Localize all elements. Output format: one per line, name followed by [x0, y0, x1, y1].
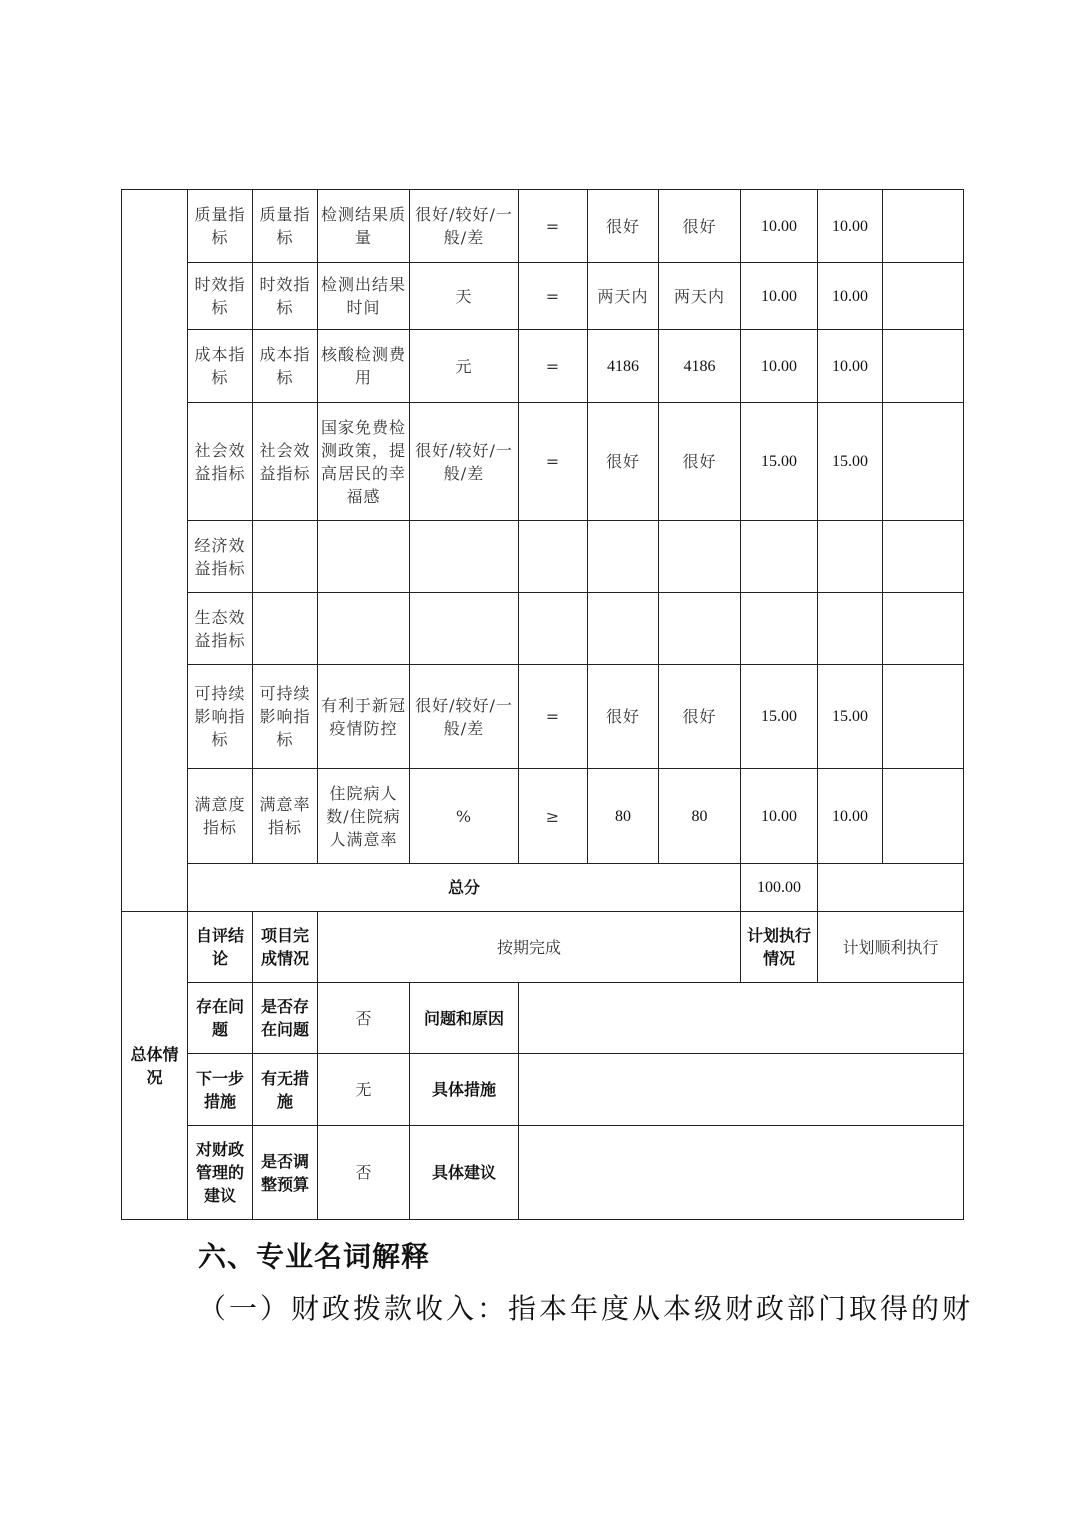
next-step-label: 下一步措施 [188, 1054, 253, 1126]
score-value: 10.00 [818, 769, 883, 864]
first-level-indicator-cell [122, 190, 188, 912]
indicator-unit: 很好/较好/一般/差 [410, 665, 519, 769]
target-value: 很好 [588, 665, 659, 769]
score-value: 10.00 [818, 330, 883, 403]
actual-value: 很好 [659, 403, 741, 521]
second-level-indicator: 满意度指标 [188, 769, 253, 864]
target-value: 两天内 [588, 263, 659, 330]
indicator-name [318, 593, 410, 665]
indicator-name: 检测出结果时间 [318, 263, 410, 330]
problem-question: 是否存在问题 [253, 983, 318, 1054]
indicator-operator [519, 593, 588, 665]
score-value: 10.00 [818, 190, 883, 263]
next-step-question: 有无措施 [253, 1054, 318, 1126]
total-value: 100.00 [741, 864, 818, 912]
target-value: 80 [588, 769, 659, 864]
advice-detail-label: 具体建议 [410, 1126, 519, 1220]
measure-label: 具体措施 [410, 1054, 519, 1126]
indicator-unit: 很好/较好/一般/差 [410, 190, 519, 263]
note-cell [883, 769, 964, 864]
advice-question: 是否调整预算 [253, 1126, 318, 1220]
overall-row [122, 1126, 964, 1220]
indicator-operator: = [519, 665, 588, 769]
indicator-unit [410, 521, 519, 593]
advice-label: 对财政管理的建议 [188, 1126, 253, 1220]
completion-label: 项目完成情况 [253, 912, 318, 983]
indicator-operator: ≥ [519, 769, 588, 864]
cause-value [519, 983, 964, 1054]
table-row [122, 263, 964, 330]
indicator-name [318, 521, 410, 593]
second-level-indicator: 可持续影响指标 [188, 665, 253, 769]
table-row [122, 769, 964, 864]
indicator-name: 核酸检测费用 [318, 330, 410, 403]
indicator-name: 住院病人数/住院病人满意率 [318, 769, 410, 864]
third-level-indicator [253, 593, 318, 665]
note-cell [883, 263, 964, 330]
indicator-operator [519, 521, 588, 593]
indicator-unit: 很好/较好/一般/差 [410, 403, 519, 521]
actual-value [659, 593, 741, 665]
section-heading: 六、专业名词解释 [198, 1240, 431, 1273]
actual-value: 4186 [659, 330, 741, 403]
indicator-name: 有利于新冠疫情防控 [318, 665, 410, 769]
target-value [588, 521, 659, 593]
note-cell [883, 330, 964, 403]
weight-value: 10.00 [741, 330, 818, 403]
cause-label: 问题和原因 [410, 983, 519, 1054]
indicator-unit: 天 [410, 263, 519, 330]
indicator-unit: % [410, 769, 519, 864]
third-level-indicator: 质量指标 [253, 190, 318, 263]
table-row [122, 521, 964, 593]
total-label: 总分 [188, 864, 741, 912]
actual-value: 很好 [659, 190, 741, 263]
actual-value [659, 521, 741, 593]
note-cell [883, 403, 964, 521]
performance-table [121, 189, 964, 1220]
third-level-indicator: 可持续影响指标 [253, 665, 318, 769]
table-row [122, 665, 964, 769]
paragraph-text: （一）财政拨款收入：指本年度从本级财政部门取得的财 [198, 1292, 974, 1325]
indicator-operator: = [519, 330, 588, 403]
overall-row [122, 912, 964, 983]
indicator-operator: = [519, 263, 588, 330]
problem-label: 存在问题 [188, 983, 253, 1054]
actual-value: 两天内 [659, 263, 741, 330]
table-row [122, 330, 964, 403]
third-level-indicator: 社会效益指标 [253, 403, 318, 521]
third-level-indicator [253, 521, 318, 593]
weight-value: 10.00 [741, 190, 818, 263]
table-row [122, 403, 964, 521]
second-level-indicator: 成本指标 [188, 330, 253, 403]
weight-value [741, 521, 818, 593]
target-value [588, 593, 659, 665]
third-level-indicator: 时效指标 [253, 263, 318, 330]
indicator-name: 检测结果质量 [318, 190, 410, 263]
advice-detail-value [519, 1126, 964, 1220]
actual-value: 80 [659, 769, 741, 864]
total-row [122, 864, 964, 912]
third-level-indicator: 成本指标 [253, 330, 318, 403]
second-level-indicator: 经济效益指标 [188, 521, 253, 593]
target-value: 很好 [588, 190, 659, 263]
indicator-name: 国家免费检测政策，提高居民的幸福感 [318, 403, 410, 521]
indicator-unit: 元 [410, 330, 519, 403]
target-value: 4186 [588, 330, 659, 403]
weight-value [741, 593, 818, 665]
plan-label: 计划执行情况 [741, 912, 818, 983]
plan-value: 计划顺利执行 [818, 912, 964, 983]
note-cell [883, 521, 964, 593]
note-cell [883, 665, 964, 769]
weight-value: 15.00 [741, 665, 818, 769]
score-value: 15.00 [818, 403, 883, 521]
target-value: 很好 [588, 403, 659, 521]
second-level-indicator: 社会效益指标 [188, 403, 253, 521]
note-cell [883, 190, 964, 263]
completion-value: 按期完成 [318, 912, 741, 983]
indicator-unit [410, 593, 519, 665]
score-value [818, 521, 883, 593]
score-value: 15.00 [818, 665, 883, 769]
note-cell [883, 593, 964, 665]
problem-answer: 否 [318, 983, 410, 1054]
second-level-indicator: 质量指标 [188, 190, 253, 263]
total-empty-cell [818, 864, 964, 912]
next-step-answer: 无 [318, 1054, 410, 1126]
weight-value: 10.00 [741, 263, 818, 330]
score-value [818, 593, 883, 665]
indicator-operator: = [519, 403, 588, 521]
indicator-operator: = [519, 190, 588, 263]
second-level-indicator: 生态效益指标 [188, 593, 253, 665]
overall-label: 总体情况 [122, 912, 188, 1220]
overall-row [122, 983, 964, 1054]
table-row [122, 190, 964, 263]
weight-value: 10.00 [741, 769, 818, 864]
third-level-indicator: 满意率指标 [253, 769, 318, 864]
table-row [122, 593, 964, 665]
overall-row [122, 1054, 964, 1126]
actual-value: 很好 [659, 665, 741, 769]
measure-value [519, 1054, 964, 1126]
second-level-indicator: 时效指标 [188, 263, 253, 330]
weight-value: 15.00 [741, 403, 818, 521]
self-eval-label: 自评结论 [188, 912, 253, 983]
score-value: 10.00 [818, 263, 883, 330]
advice-answer: 否 [318, 1126, 410, 1220]
